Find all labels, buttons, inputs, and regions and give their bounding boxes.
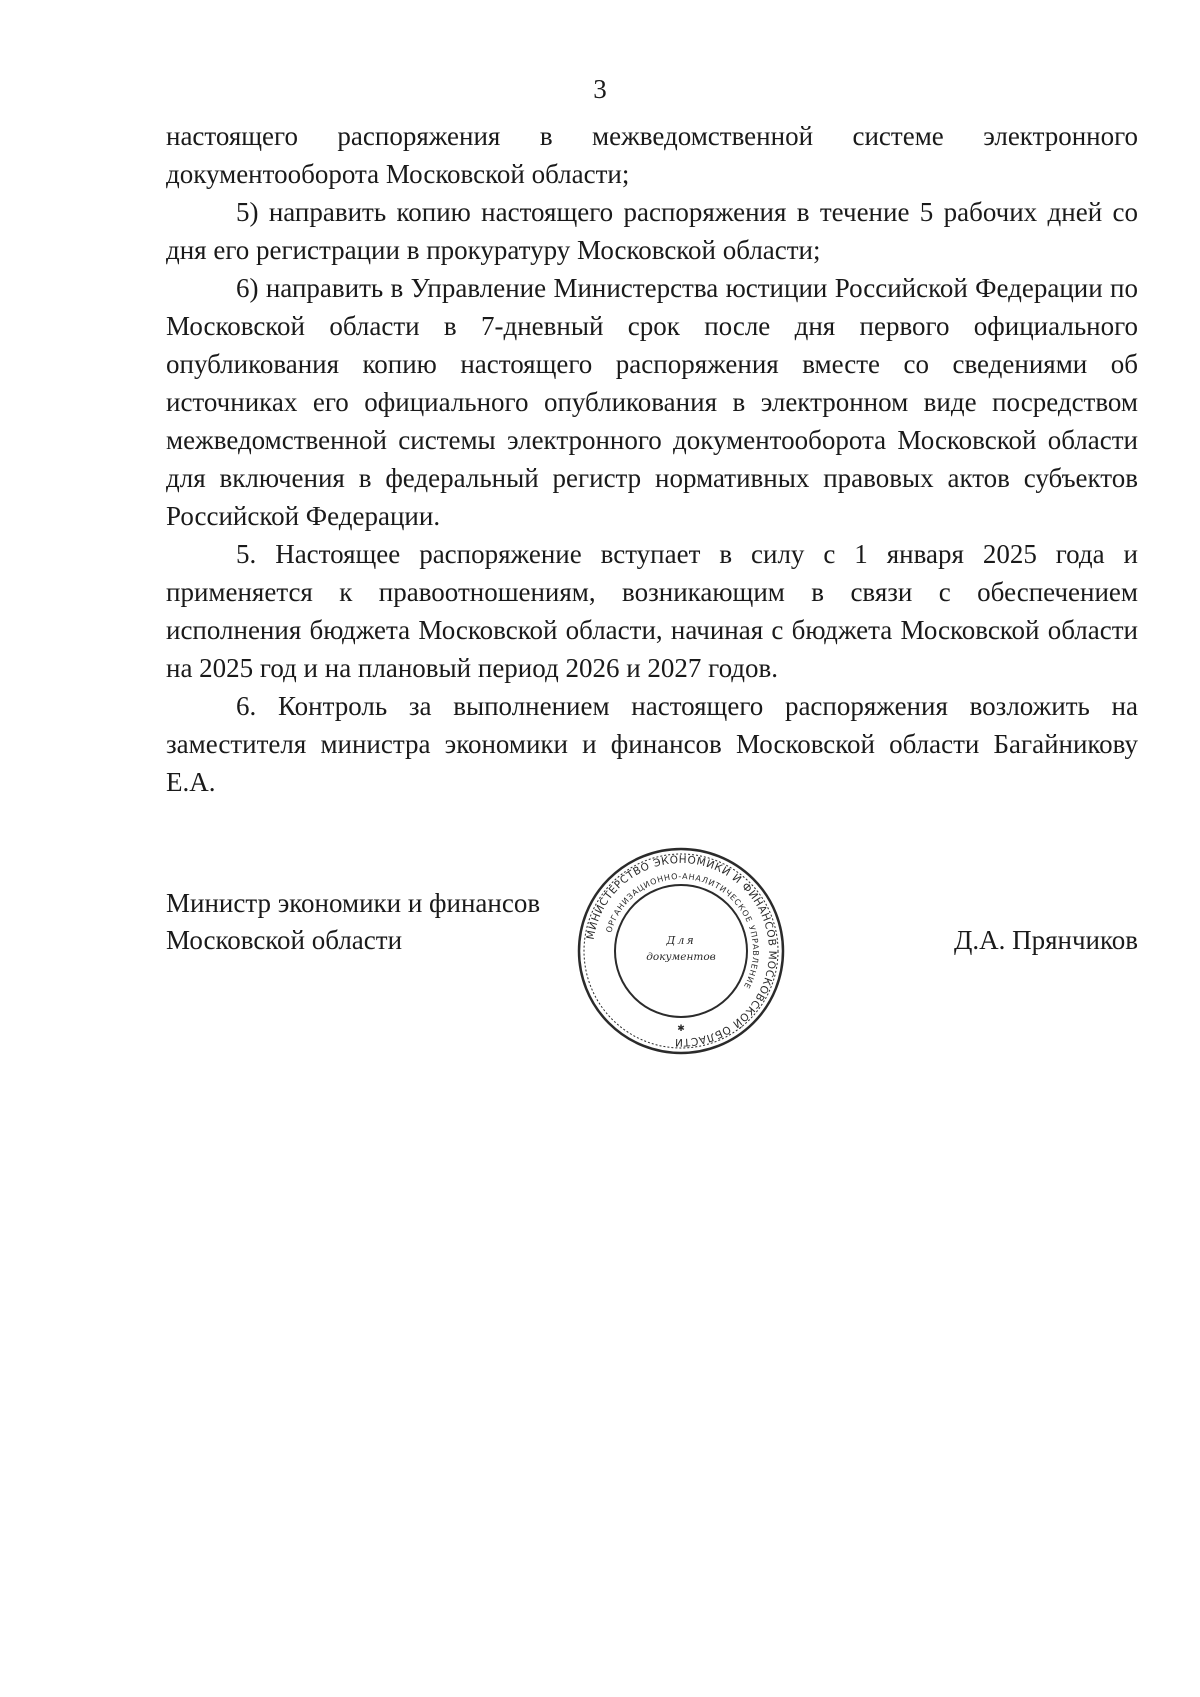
official-seal [576,846,786,1056]
paragraph-item-5: 5) направить копию настоящего распоряжения в течение 5 рабочих дней со дня его регистрации в прокуратуру Московской области; [166,197,1138,265]
signature-title [166,885,586,959]
document-body [166,117,1138,801]
signatory-name: Д.А. Прянчиков [953,925,1138,955]
seal-outer-text: МИНИСТЕРСТВО ЭКОНОМИКИ И ФИНАНСОВ МОСКОВСКОЙ ОБЛАСТИ [584,853,779,1049]
seal-center-line-1: Для [666,934,696,947]
paragraph-clause-6: 6. Контроль за выполнением настоящего распоряжения возложить на заместителя министра экономики и финансов Московской области Багайникову Е.А. [166,691,1138,797]
seal-center-line-2: документов [646,951,716,963]
signature-title-line-1: Министр экономики и финансов [166,888,541,918]
seal-star-icon: ✱ [677,1024,685,1034]
paragraph-continuation: настоящего распоряжения в межведомственной системе электронного документооборота Московской области; [166,121,1138,189]
paragraph-item-6: 6) направить в Управление Министерства юстиции Российской Федерации по Московской области в 7-дневный срок после дня первого официального опубликования копию настоящего распоряжения вместе со сведениями об источниках его официального опубликования в электронном виде посредством межведомственной системы электронного документооборота Московской области для включения в федеральный регистр нормативных правовых актов субъектов Российской Федерации. [166,273,1138,531]
paragraph-clause-5: 5. Настоящее распоряжение вступает в силу с 1 января 2025 года и применяется к правоотношениям, возникающим в связи с обеспечением исполнения бюджета Московской области, начиная с бюджета Московской области на 2025 год и на плановый период 2026 и 2027 годов. [166,539,1138,683]
seal-graphic [576,846,786,1056]
page-number: 3 [593,74,607,104]
seal-inner-text: ОРГАНИЗАЦИОННО-АНАЛИТИЧЕСКОЕ УПРАВЛЕНИЕ [604,871,761,991]
signature-title-line-2: Московской области [166,925,403,955]
